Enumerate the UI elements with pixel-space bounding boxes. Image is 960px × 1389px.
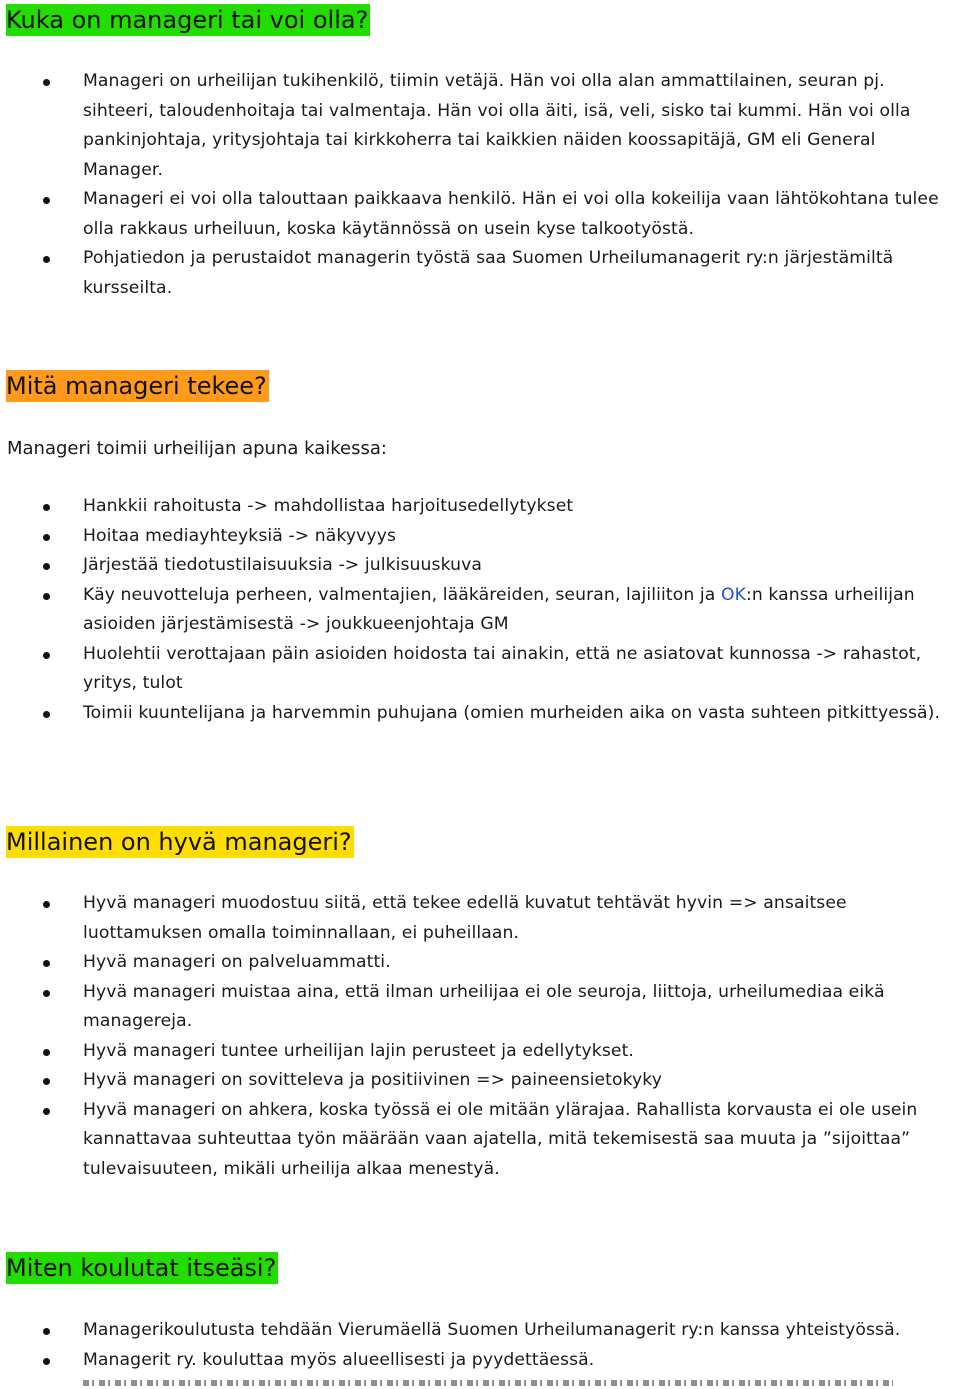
heading-what-manager-does: Mitä manageri tekee? [6, 372, 267, 400]
list-item: Manageri ei voi olla talouttaan paikkaava henkilö. Hän ei voi olla kokeilija vaan lähtökohtana tulee olla rakkaus urheiluun, koska käytännössä on usein kyse talkootyöstä. [0, 185, 960, 244]
bullet-icon [43, 79, 50, 86]
list-item: Hoitaa mediayhteyksiä -> näkyvyys [0, 522, 960, 552]
bullet-icon [43, 1108, 50, 1115]
list-item: Järjestää tiedotustilaisuuksia -> julkisuuskuva [0, 551, 960, 581]
list-item: Toimii kuuntelijana ja harvemmin puhujana (omien murheiden aika on vasta suhteen pitkittyessä). [0, 699, 960, 729]
bullet-icon [43, 960, 50, 967]
list-who-is-manager [0, 67, 960, 303]
list-item: Käy neuvotteluja perheen, valmentajien, lääkäreiden, seuran, lajiliiton ja OK:n kanssa urheilijan asioiden järjestämisestä -> joukkueenjohtaja GM [0, 581, 960, 640]
bullet-icon [43, 563, 50, 570]
list-item: Hyvä manageri muodostuu siitä, että tekee edellä kuvatut tehtävät hyvin => ansaitsee luottamuksen omalla toiminnallaan, ei puheillaan. [0, 889, 960, 948]
cut-off-text-line [83, 1380, 893, 1386]
bullet-icon [43, 1078, 50, 1085]
list-item: Manageri on urheilijan tukihenkilö, tiimin vetäjä. Hän voi olla alan ammattilainen, seuran pj. sihteeri, taloudenhoitaja tai valmentaja. Hän voi olla äiti, isä, veli, sisko tai kummi. Hän voi olla pankinjohtaja, yritysjohtaja tai kirkkoherra tai kaikkien näiden koossapitäjä, GM eli General Manager. [0, 67, 960, 185]
bullet-icon [43, 901, 50, 908]
bullet-icon [43, 504, 50, 511]
heading-training: Miten koulutat itseäsi? [6, 1254, 277, 1282]
bullet-icon [43, 990, 50, 997]
ok-link[interactable]: OK [720, 584, 746, 605]
list-item: Hyvä manageri tuntee urheilijan lajin perusteet ja edellytykset. [0, 1037, 960, 1067]
bullet-icon [43, 652, 50, 659]
bullet-icon [43, 534, 50, 541]
list-good-manager [0, 889, 960, 1184]
list-item: Hyvä manageri muistaa aina, että ilman urheilijaa ei ole seuroja, liittoja, urheilumediaa eikä managereja. [0, 978, 960, 1037]
list-item: Managerikoulutusta tehdään Vierumäellä Suomen Urheilumanagerit ry:n kanssa yhteistyössä. [0, 1316, 960, 1346]
list-item: Managerit ry. kouluttaa myös alueellisesti ja pyydettäessä. [0, 1346, 960, 1376]
list-training [0, 1316, 960, 1375]
list-item: Hyvä manageri on palveluammatti. [0, 948, 960, 978]
bullet-icon [43, 1049, 50, 1056]
heading-good-manager: Millainen on hyvä manageri? [6, 828, 352, 856]
bullet-icon [43, 1328, 50, 1335]
list-item: Hankkii rahoitusta -> mahdollistaa harjoitusedellytykset [0, 492, 960, 522]
section-intro: Manageri toimii urheilijan apuna kaikessa: [7, 438, 387, 459]
list-manager-tasks [0, 492, 960, 728]
bullet-icon [43, 197, 50, 204]
list-item: Hyvä manageri on sovitteleva ja positiivinen => paineensietokyky [0, 1066, 960, 1096]
bullet-icon [43, 1358, 50, 1365]
list-item: Huolehtii verottajaan päin asioiden hoidosta tai ainakin, että ne asiatovat kunnossa -> rahastot, yritys, tulot [0, 640, 960, 699]
bullet-icon [43, 593, 50, 600]
bullet-icon [43, 256, 50, 263]
bullet-icon [43, 711, 50, 718]
heading-who-is-manager: Kuka on manageri tai voi olla? [6, 6, 369, 34]
list-item: Hyvä manageri on ahkera, koska työssä ei ole mitään ylärajaa. Rahallista korvausta ei ole usein kannattavaa suhteuttaa työn määrään vaan ajatella, mitä tekemisestä saa muuta ja ”sijoittaa” tulevaisuuteen, mikäli urheilija alkaa menestyä. [0, 1096, 960, 1185]
list-item: Pohjatiedon ja perustaidot managerin työstä saa Suomen Urheilumanagerit ry:n järjestämiltä kursseilta. [0, 244, 960, 303]
